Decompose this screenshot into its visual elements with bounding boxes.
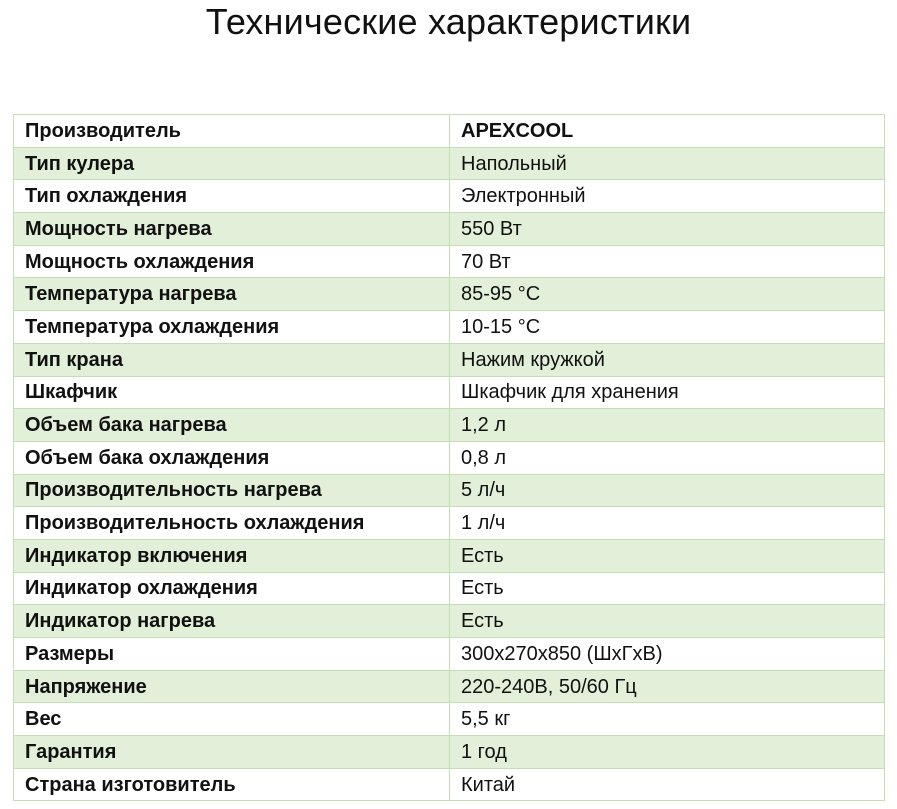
specs-table-body: [14, 115, 885, 801]
table-row: [14, 768, 885, 801]
param-name: Гарантия: [14, 736, 450, 769]
param-value: 5,5 кг: [450, 703, 885, 736]
param-name: Объем бака охлаждения: [14, 441, 450, 474]
param-value: Электронный: [450, 180, 885, 213]
param-name: Производитель: [14, 115, 450, 148]
table-row: [14, 638, 885, 671]
table-row: [14, 343, 885, 376]
param-name: Индикатор нагрева: [14, 605, 450, 638]
table-row: [14, 736, 885, 769]
param-name: Размеры: [14, 638, 450, 671]
param-name: Температура нагрева: [14, 278, 450, 311]
param-name: Тип крана: [14, 343, 450, 376]
param-value: 0,8 л: [450, 441, 885, 474]
param-value: Есть: [450, 572, 885, 605]
param-value: Есть: [450, 605, 885, 638]
param-value: APEXCOOL: [450, 115, 885, 148]
table-row: [14, 507, 885, 540]
param-value: 1 л/ч: [450, 507, 885, 540]
param-value: Напольный: [450, 147, 885, 180]
table-row: [14, 278, 885, 311]
param-name: Страна изготовитель: [14, 768, 450, 801]
table-row: [14, 605, 885, 638]
table-row: [14, 703, 885, 736]
param-value: 1 год: [450, 736, 885, 769]
param-value: 550 Вт: [450, 213, 885, 246]
param-name: Мощность нагрева: [14, 213, 450, 246]
table-row: [14, 147, 885, 180]
table-row: [14, 245, 885, 278]
param-value: Китай: [450, 768, 885, 801]
param-value: 220-240В, 50/60 Гц: [450, 670, 885, 703]
param-value: Есть: [450, 539, 885, 572]
param-name: Шкафчик: [14, 376, 450, 409]
param-name: Тип охлаждения: [14, 180, 450, 213]
table-row: [14, 409, 885, 442]
param-name: Объем бака нагрева: [14, 409, 450, 442]
param-value: 10-15 °С: [450, 311, 885, 344]
page-title: Технические характеристики: [205, 1, 692, 42]
param-name: Напряжение: [14, 670, 450, 703]
param-value: Нажим кружкой: [450, 343, 885, 376]
param-value: 85-95 °С: [450, 278, 885, 311]
specs-table: [13, 114, 885, 801]
param-name: Индикатор включения: [14, 539, 450, 572]
param-value: 5 л/ч: [450, 474, 885, 507]
table-row: [14, 213, 885, 246]
table-row: [14, 180, 885, 213]
param-name: Температура охлаждения: [14, 311, 450, 344]
table-row: [14, 376, 885, 409]
param-name: Тип кулера: [14, 147, 450, 180]
table-row: [14, 115, 885, 148]
param-value: Шкафчик для хранения: [450, 376, 885, 409]
param-name: Вес: [14, 703, 450, 736]
param-value: 1,2 л: [450, 409, 885, 442]
param-name: Производительность нагрева: [14, 474, 450, 507]
param-name: Производительность охлаждения: [14, 507, 450, 540]
table-row: [14, 311, 885, 344]
param-name: Индикатор охлаждения: [14, 572, 450, 605]
param-name: Мощность охлаждения: [14, 245, 450, 278]
param-value: 70 Вт: [450, 245, 885, 278]
table-row: [14, 539, 885, 572]
table-row: [14, 441, 885, 474]
table-row: [14, 572, 885, 605]
table-row: [14, 474, 885, 507]
table-row: [14, 670, 885, 703]
param-value: 300х270х850 (ШхГхВ): [450, 638, 885, 671]
